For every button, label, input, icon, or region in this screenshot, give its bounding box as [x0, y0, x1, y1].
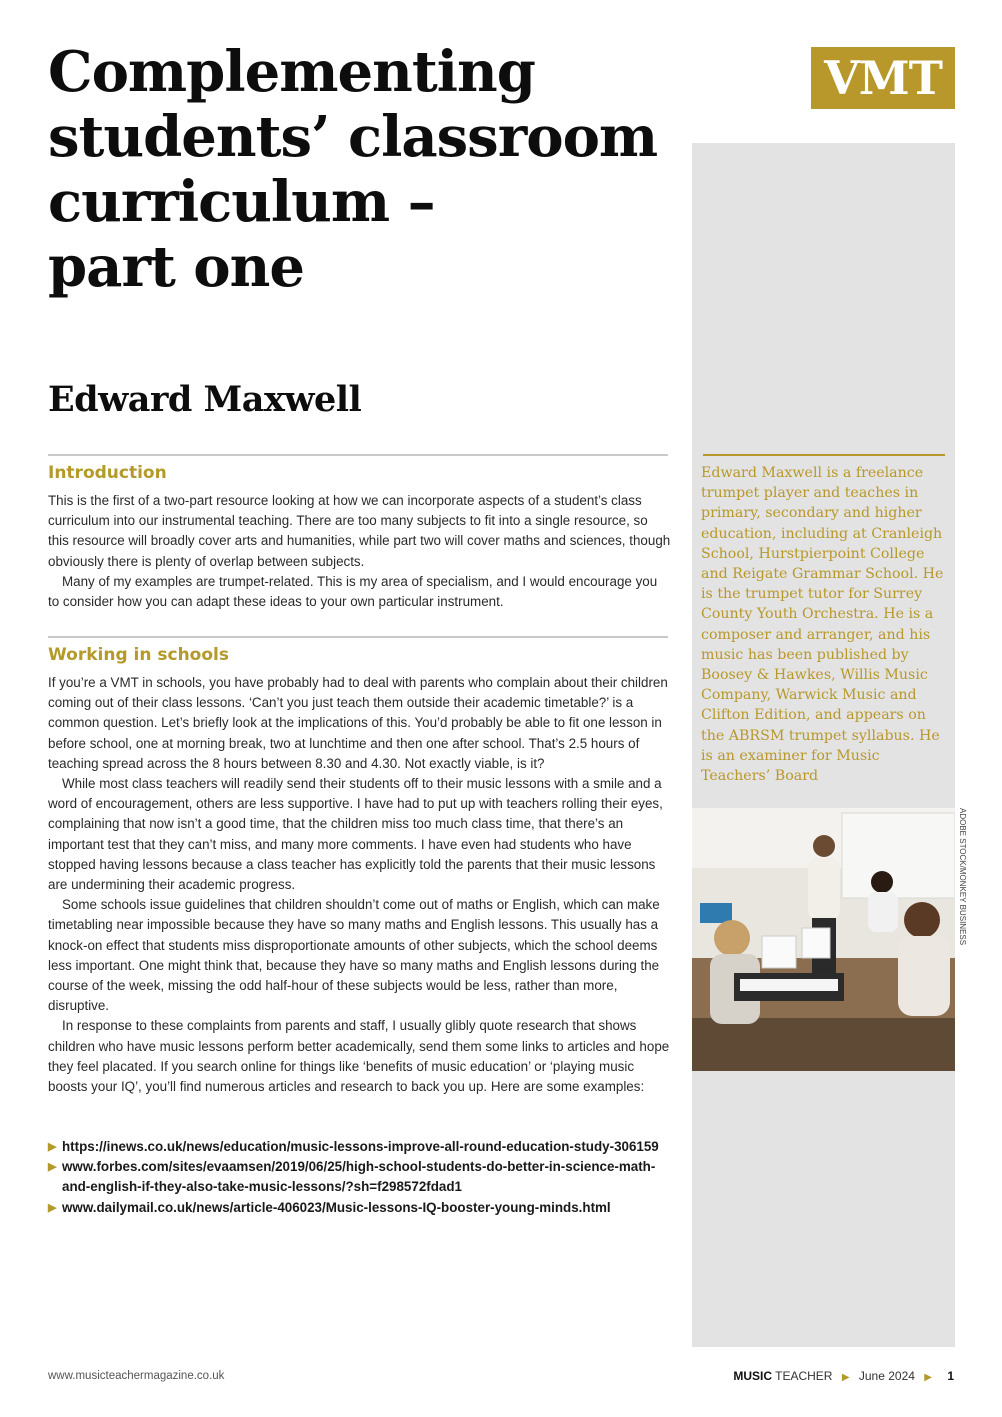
introduction-paragraph: This is the first of a two-part resource looking at how we can incorporate aspects of a student’s class curriculum into our instrumental teaching. There are too many subjects to fit into a single resource, so this resource will broadly cover arts and humanities, while part two will cover maths and sciences, though obviously there is plenty of overlap between subjects.: [48, 493, 671, 569]
reference-link[interactable]: https://inews.co.uk/news/education/music-lessons-improve-all-round-education-study-306159: [62, 1139, 659, 1154]
triangle-right-icon: ▶: [48, 1201, 57, 1214]
issue-date: June 2024: [858, 1369, 915, 1383]
author-bio: Edward Maxwell is a freelance trumpet player and teaches in primary, secondary and higher education, including at Cranleigh School, Hurstpierpoint College and Reigate Grammar School. He is the trumpet tutor for Surrey County Youth Orchestra. He is a composer and arranger, and his music has been published by Boosey & Hawkes, Willis Music Company, Warwick Music and Clifton Edition, and appears on the ABRSM trumpet syllabus. He is an examiner for Music Teachers’ Board: [701, 465, 944, 785]
author-name: Edward Maxwell: [48, 379, 362, 420]
classroom-photo: [692, 808, 955, 1071]
section-divider: [48, 636, 668, 638]
photo-credit: ADOBE STOCK/MONKEY BUSINESS: [958, 808, 967, 946]
reference-link[interactable]: www.forbes.com/sites/evaamsen/2019/06/25/high-school-students-do-better-in-science-math-and-english-if-they-also-take-music-lessons/?sh=f298572fdad1: [62, 1159, 656, 1195]
working-in-schools-body: [48, 673, 672, 1097]
triangle-right-icon: ▶: [924, 1372, 932, 1383]
footer-url[interactable]: www.musicteachermagazine.co.uk: [48, 1370, 225, 1382]
schools-paragraph: In response to these complaints from parents and staff, I usually glibly quote research that shows children who have music lessons perform better academically, send them some links to articles and hope they feel placated. If you search online for things like ‘benefits of music education’ or ‘playing music boosts your IQ’, you’ll find numerous articles and research to back you up. Here are some examples:: [48, 1018, 670, 1095]
article-title: Complementing students’ classroom curriculum – part one: [48, 39, 658, 300]
working-in-schools-heading: Working in schools: [48, 645, 229, 665]
schools-paragraph: Some schools issue guidelines that children shouldn’t come out of maths or English, which can make timetabling near impossible because they have so many maths and English lessons. This usually has a knock-on effect that students miss disproportionate amounts of other subjects, which the school deems less important. One might think that, because they have so many maths and English lessons during the course of the week, missing the odd half-hour of these subjects would be less, rather than more, disruptive.: [48, 897, 660, 1014]
magazine-name-bold: MUSIC: [733, 1369, 772, 1383]
vmt-logo: VMT: [811, 47, 955, 109]
reference-link-item[interactable]: [48, 1157, 673, 1197]
introduction-body: [48, 491, 672, 612]
magazine-name-rest: TEACHER: [775, 1369, 833, 1383]
triangle-right-icon: ▶: [841, 1372, 850, 1383]
reference-link-item[interactable]: [48, 1198, 673, 1218]
triangle-right-icon: ▶: [48, 1161, 57, 1174]
introduction-paragraph: Many of my examples are trumpet-related. This is my area of specialism, and I would encourage you to consider how you can adapt these ideas to your own particular instrument.: [48, 573, 658, 610]
sidebar-divider: [703, 454, 945, 456]
schools-paragraph: If you’re a VMT in schools, you have probably had to deal with parents who complain about their children coming out of their class lessons. ‘Can’t you just teach them outside their academic timetable?’ is a common question. Let’s briefly look at the implications of this. You’d probably be able to fit one lesson in before school, one at morning break, two at lunchtime and then one after school. That’s 2.5 hours of teaching spread across the 8 hours between 8.30 and 4.30. Not exactly viable, is it?: [48, 675, 668, 771]
reference-links: [48, 1137, 673, 1218]
schools-paragraph: While most class teachers will readily send their students off to their music lessons with a smile and a word of encouragement, others are less supportive. I have had to put up with teachers rolling their eyes, complaining that now isn’t a good time, that the children miss too much class time, that there’s an important test that they can’t miss, and many more comments. I have even had students who have stopped having lessons because a class teacher has explicitly told the parents that their music lessons are undermining their academic progress.: [48, 776, 663, 893]
footer-issue-info: [733, 1369, 954, 1383]
reference-link-item[interactable]: [48, 1137, 673, 1157]
section-divider: [48, 454, 668, 456]
reference-link[interactable]: www.dailymail.co.uk/news/article-406023/Music-lessons-IQ-booster-young-minds.html: [62, 1199, 611, 1215]
introduction-heading: Introduction: [48, 463, 167, 483]
page-number: 1: [947, 1369, 954, 1383]
triangle-right-icon: ▶: [48, 1141, 57, 1153]
